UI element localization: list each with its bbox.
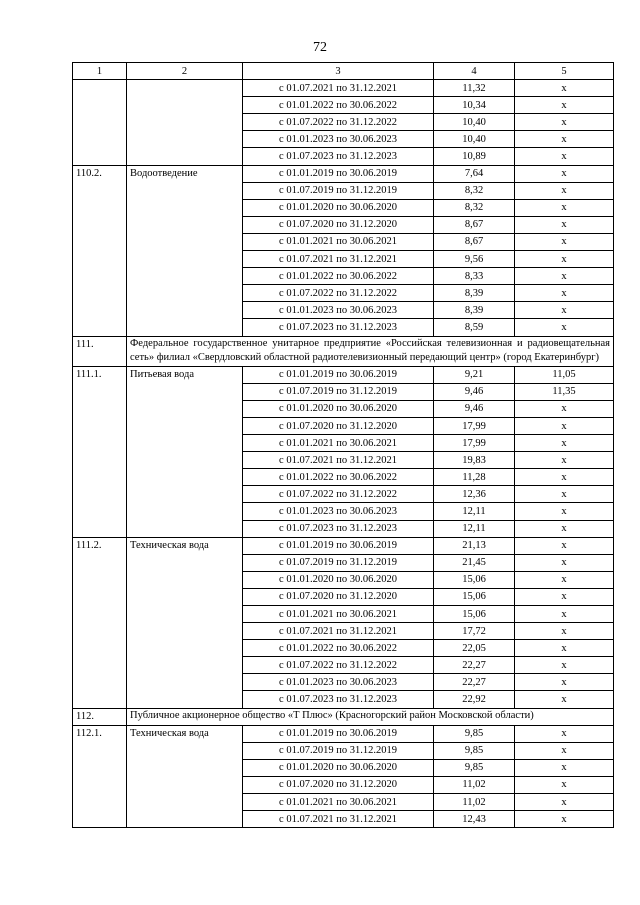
tariff-value-cell: 15,06	[434, 571, 515, 588]
service-name: Водоотведение	[127, 165, 243, 336]
header-row	[73, 63, 614, 80]
table-body	[73, 63, 614, 828]
tariff-value-cell: 11,02	[434, 794, 515, 811]
header-cell: 5	[515, 63, 614, 80]
service-name: Питьевая вода	[127, 366, 243, 537]
period-cell: с 01.01.2019 по 30.06.2019	[243, 725, 434, 742]
period-cell: с 01.07.2022 по 31.12.2022	[243, 657, 434, 674]
period-cell: с 01.07.2019 по 31.12.2019	[243, 742, 434, 759]
period-cell: с 01.07.2021 по 31.12.2021	[243, 80, 434, 97]
extra-value-cell: x	[515, 776, 614, 793]
period-cell: с 01.07.2020 по 31.12.2020	[243, 417, 434, 434]
period-cell: с 01.07.2021 по 31.12.2021	[243, 251, 434, 268]
extra-value-cell: x	[515, 691, 614, 708]
tariff-value-cell: 9,46	[434, 400, 515, 417]
service-name	[127, 80, 243, 165]
header-cell: 4	[434, 63, 515, 80]
tariff-value-cell: 21,45	[434, 554, 515, 571]
tariff-value-cell: 22,27	[434, 674, 515, 691]
period-cell: с 01.01.2020 по 30.06.2020	[243, 199, 434, 216]
tariff-value-cell: 10,89	[434, 148, 515, 165]
tariff-value-cell: 8,39	[434, 302, 515, 319]
extra-value-cell: x	[515, 588, 614, 605]
organization-name: Федеральное государственное унитарное предприятие «Российская телевизионная и радиовещательная сеть» филиал «Свердловский областной радиотелевизионный передающий центр» (город Екатеринбург)	[127, 336, 614, 366]
row-number	[73, 80, 127, 165]
table-row	[73, 725, 614, 742]
tariff-value-cell: 12,36	[434, 486, 515, 503]
tariff-value-cell: 8,39	[434, 285, 515, 302]
tariff-value-cell: 8,32	[434, 199, 515, 216]
extra-value-cell: 11,35	[515, 383, 614, 400]
period-cell: с 01.01.2022 по 30.06.2022	[243, 97, 434, 114]
extra-value-cell: x	[515, 285, 614, 302]
period-cell: с 01.07.2023 по 31.12.2023	[243, 319, 434, 336]
extra-value-cell: x	[515, 114, 614, 131]
period-cell: с 01.01.2023 по 30.06.2023	[243, 302, 434, 319]
extra-value-cell: x	[515, 606, 614, 623]
tariff-value-cell: 9,21	[434, 366, 515, 383]
extra-value-cell: x	[515, 148, 614, 165]
page-number: 72	[313, 40, 327, 55]
tariff-value-cell: 9,85	[434, 725, 515, 742]
period-cell: с 01.07.2023 по 31.12.2023	[243, 148, 434, 165]
period-cell: с 01.01.2023 по 30.06.2023	[243, 131, 434, 148]
tariff-value-cell: 15,06	[434, 606, 515, 623]
tariff-table	[72, 62, 614, 828]
tariff-value-cell: 22,92	[434, 691, 515, 708]
tariff-value-cell: 17,72	[434, 623, 515, 640]
period-cell: с 01.07.2020 по 31.12.2020	[243, 588, 434, 605]
table-row	[73, 366, 614, 383]
tariff-value-cell: 22,05	[434, 640, 515, 657]
extra-value-cell: x	[515, 759, 614, 776]
table-row	[73, 165, 614, 182]
tariff-value-cell: 9,85	[434, 759, 515, 776]
period-cell: с 01.07.2022 по 31.12.2022	[243, 486, 434, 503]
tariff-value-cell: 19,83	[434, 452, 515, 469]
extra-value-cell: x	[515, 97, 614, 114]
extra-value-cell: x	[515, 182, 614, 199]
tariff-value-cell: 11,02	[434, 776, 515, 793]
period-cell: с 01.07.2021 по 31.12.2021	[243, 623, 434, 640]
period-cell: с 01.01.2019 по 30.06.2019	[243, 165, 434, 182]
tariff-value-cell: 8,59	[434, 319, 515, 336]
extra-value-cell: x	[515, 742, 614, 759]
tariff-value-cell: 9,56	[434, 251, 515, 268]
period-cell: с 01.07.2022 по 31.12.2022	[243, 285, 434, 302]
period-cell: с 01.07.2021 по 31.12.2021	[243, 452, 434, 469]
organization-row	[73, 708, 614, 725]
tariff-value-cell: 10,34	[434, 97, 515, 114]
period-cell: с 01.07.2019 по 31.12.2019	[243, 182, 434, 199]
period-cell: с 01.01.2021 по 30.06.2021	[243, 435, 434, 452]
extra-value-cell: x	[515, 623, 614, 640]
header-cell: 2	[127, 63, 243, 80]
row-number: 112.	[73, 708, 127, 725]
extra-value-cell: x	[515, 452, 614, 469]
period-cell: с 01.07.2020 по 31.12.2020	[243, 776, 434, 793]
period-cell: с 01.01.2021 по 30.06.2021	[243, 606, 434, 623]
tariff-value-cell: 7,64	[434, 165, 515, 182]
period-cell: с 01.01.2023 по 30.06.2023	[243, 503, 434, 520]
tariff-value-cell: 8,32	[434, 182, 515, 199]
extra-value-cell: x	[515, 657, 614, 674]
extra-value-cell: x	[515, 520, 614, 537]
tariff-value-cell: 17,99	[434, 417, 515, 434]
extra-value-cell: x	[515, 199, 614, 216]
table-row	[73, 537, 614, 554]
period-cell: с 01.07.2023 по 31.12.2023	[243, 520, 434, 537]
extra-value-cell: x	[515, 794, 614, 811]
tariff-value-cell: 12,43	[434, 811, 515, 828]
tariff-value-cell: 8,33	[434, 268, 515, 285]
tariff-value-cell: 10,40	[434, 131, 515, 148]
tariff-value-cell: 8,67	[434, 216, 515, 233]
period-cell: с 01.01.2020 по 30.06.2020	[243, 759, 434, 776]
header-cell: 1	[73, 63, 127, 80]
tariff-value-cell: 21,13	[434, 537, 515, 554]
period-cell: с 01.07.2022 по 31.12.2022	[243, 114, 434, 131]
period-cell: с 01.01.2022 по 30.06.2022	[243, 640, 434, 657]
tariff-value-cell: 11,28	[434, 469, 515, 486]
table-row	[73, 80, 614, 97]
extra-value-cell: x	[515, 417, 614, 434]
row-number: 111.	[73, 336, 127, 366]
extra-value-cell: x	[515, 165, 614, 182]
extra-value-cell: x	[515, 319, 614, 336]
extra-value-cell: x	[515, 469, 614, 486]
tariff-value-cell: 15,06	[434, 588, 515, 605]
extra-value-cell: x	[515, 503, 614, 520]
extra-value-cell: x	[515, 486, 614, 503]
extra-value-cell: x	[515, 131, 614, 148]
tariff-value-cell: 12,11	[434, 503, 515, 520]
tariff-value-cell: 9,46	[434, 383, 515, 400]
tariff-value-cell: 17,99	[434, 435, 515, 452]
period-cell: с 01.07.2021 по 31.12.2021	[243, 811, 434, 828]
period-cell: с 01.01.2021 по 30.06.2021	[243, 233, 434, 250]
tariff-value-cell: 8,67	[434, 233, 515, 250]
period-cell: с 01.01.2022 по 30.06.2022	[243, 469, 434, 486]
extra-value-cell: x	[515, 302, 614, 319]
period-cell: с 01.01.2023 по 30.06.2023	[243, 674, 434, 691]
period-cell: с 01.01.2020 по 30.06.2020	[243, 400, 434, 417]
extra-value-cell: x	[515, 216, 614, 233]
extra-value-cell: x	[515, 233, 614, 250]
tariff-value-cell: 22,27	[434, 657, 515, 674]
extra-value-cell: x	[515, 268, 614, 285]
extra-value-cell: x	[515, 674, 614, 691]
tariff-value-cell: 11,32	[434, 80, 515, 97]
service-name: Техническая вода	[127, 725, 243, 828]
period-cell: с 01.07.2020 по 31.12.2020	[243, 216, 434, 233]
period-cell: с 01.07.2019 по 31.12.2019	[243, 383, 434, 400]
period-cell: с 01.07.2023 по 31.12.2023	[243, 691, 434, 708]
row-number: 110.2.	[73, 165, 127, 336]
tariff-value-cell: 12,11	[434, 520, 515, 537]
extra-value-cell: x	[515, 640, 614, 657]
extra-value-cell: x	[515, 251, 614, 268]
extra-value-cell: x	[515, 537, 614, 554]
period-cell: с 01.01.2020 по 30.06.2020	[243, 571, 434, 588]
tariff-value-cell: 9,85	[434, 742, 515, 759]
extra-value-cell: x	[515, 80, 614, 97]
extra-value-cell: x	[515, 571, 614, 588]
extra-value-cell: 11,05	[515, 366, 614, 383]
organization-row	[73, 336, 614, 366]
extra-value-cell: x	[515, 554, 614, 571]
extra-value-cell: x	[515, 811, 614, 828]
period-cell: с 01.01.2022 по 30.06.2022	[243, 268, 434, 285]
service-name: Техническая вода	[127, 537, 243, 708]
period-cell: с 01.01.2019 по 30.06.2019	[243, 537, 434, 554]
extra-value-cell: x	[515, 435, 614, 452]
row-number: 111.2.	[73, 537, 127, 708]
header-cell: 3	[243, 63, 434, 80]
period-cell: с 01.01.2021 по 30.06.2021	[243, 794, 434, 811]
period-cell: с 01.01.2019 по 30.06.2019	[243, 366, 434, 383]
row-number: 112.1.	[73, 725, 127, 828]
organization-name: Публичное акционерное общество «Т Плюс» (Красногорский район Московской области)	[127, 708, 614, 725]
extra-value-cell: x	[515, 400, 614, 417]
row-number: 111.1.	[73, 366, 127, 537]
extra-value-cell: x	[515, 725, 614, 742]
tariff-value-cell: 10,40	[434, 114, 515, 131]
period-cell: с 01.07.2019 по 31.12.2019	[243, 554, 434, 571]
